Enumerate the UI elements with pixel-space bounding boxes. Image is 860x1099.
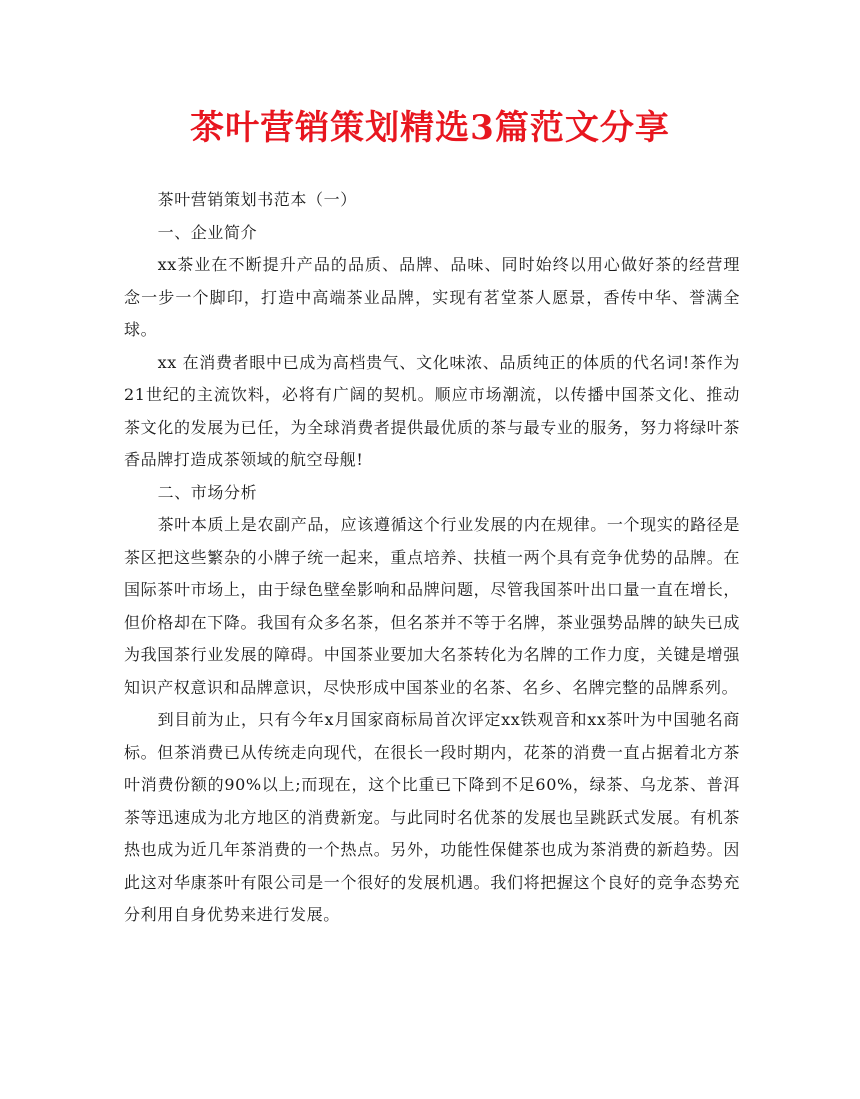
- section-subtitle: 茶叶营销策划书范本（一）: [157, 190, 357, 209]
- paragraph: xx茶业在不断提升产品的品质、品牌、品味、同时始终以用心做好茶的经营理念一步一个脚印，打造中高端茶业品牌，实现有茗堂茶人愿景，香传中华、誉满全球。: [124, 255, 740, 339]
- paragraph: 到目前为止，只有今年x月国家商标局首次评定xx铁观音和xx茶叶为中国驰名商标。但茶消费已从传统走向现代，在很长一段时期内，花茶的消费一直占据着北方茶叶消费份额的90%以上;而现在，这个比重已下降到不足60%，绿茶、乌龙茶、普洱茶等迅速成为北方地区的消费新宠。与此同时名优茶的发展也呈跳跃式发展。有机茶热也成为近几年茶消费的一个热点。另外，功能性保健茶也成为茶消费的新趋势。因此这对华康茶叶有限公司是一个很好的发展机遇。我们将把握这个良好的竞争态势充分利用自身优势来进行发展。: [124, 710, 740, 924]
- section-heading-market-analysis: 二、市场分析: [157, 482, 258, 502]
- paragraph: xx 在消费者眼中已成为高档贵气、文化味浓、品质纯正的体质的代名词!茶作为21世纪的主流饮料，必将有广阔的契机。顺应市场潮流，以传播中国茶文化、推动茶文化的发展为已任，为全球消费者提供最优质的茶与最专业的服务，努力将绿叶茶香品牌打造成茶领域的航空母舰!: [124, 352, 740, 469]
- section-heading-company-intro: 一、企业简介: [157, 222, 258, 242]
- paragraph: 茶叶本质上是农副产品，应该遵循这个行业发展的内在规律。一个现实的路径是茶区把这些繁杂的小牌子统一起来，重点培养、扶植一两个具有竞争优势的品牌。在国际茶叶市场上，由于绿色壁垒影响和品牌问题，尽管我国茶叶出口量一直在增长，但价格却在下降。我国有众多名茶，但名茶并不等于名牌，茶业强势品牌的缺失已成为我国茶行业发展的障碍。中国茶业要加大名茶转化为名牌的工作力度，关键是增强知识产权意识和品牌意识，尽快形成中国茶业的名茶、名乡、名牌完整的品牌系列。: [124, 515, 740, 697]
- document-body: [124, 184, 740, 932]
- document-title: 茶叶营销策划精选3篇范文分享: [190, 108, 670, 148]
